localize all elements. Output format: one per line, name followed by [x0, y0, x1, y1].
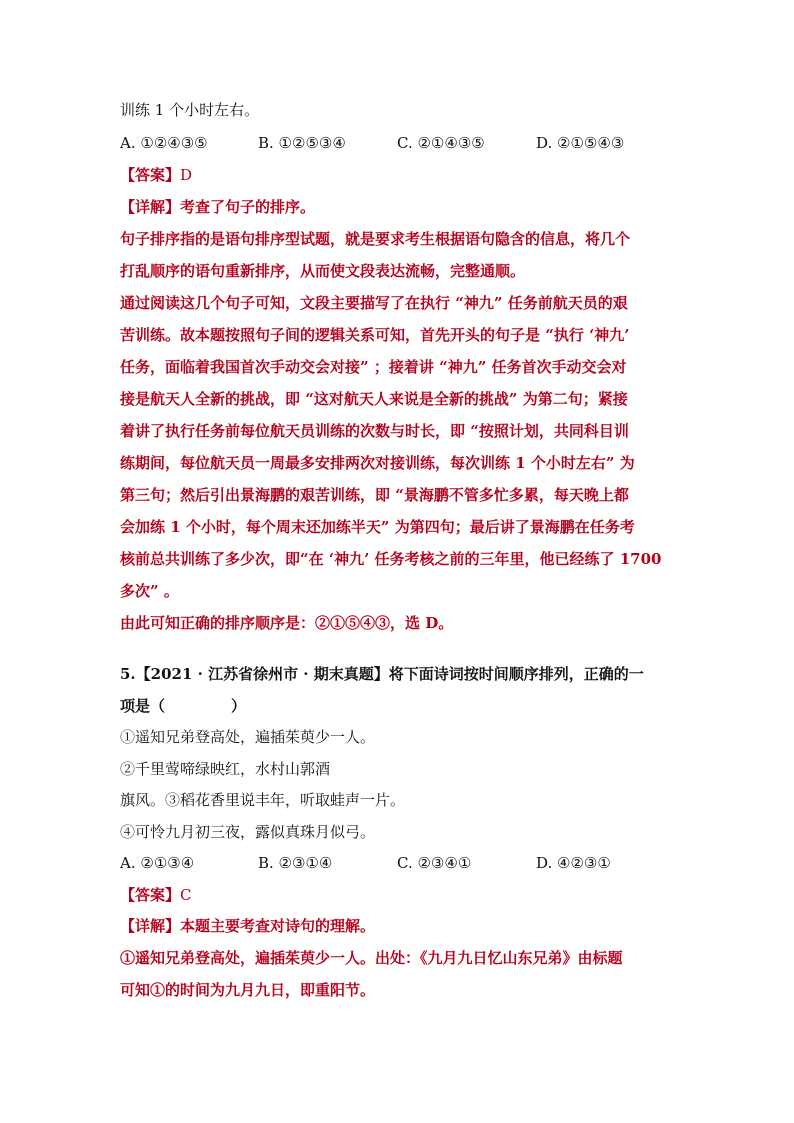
q5-option-c: C. ②③④① — [397, 854, 472, 872]
q4-explanation-line: 第三句；然后引出景海鹏的艰苦训练，即 “景海鹏不管多忙多累，每天晚上都 — [120, 486, 629, 504]
q4-explanation-line: 多次” 。 — [120, 582, 179, 600]
q4-explanation-line: 着讲了执行任务前每位航天员训练的次数与时长，即 “按照计划，共同科目训 — [120, 422, 629, 440]
q4-detail-tag: 【详解】 — [120, 198, 181, 216]
q4-answer-tag: 【答案】 — [120, 166, 181, 184]
q4-answer — [120, 165, 192, 185]
q4-explanation-line: 接是航天人全新的挑战，即 “这对航天人来说是全新的挑战” 为第二句；紧接 — [120, 390, 628, 408]
q4-answer-value: D — [180, 166, 193, 184]
q4-explanation-line: 通过阅读这几个句子可知，文段主要描写了在执行 “神九” 任务前航天员的艰 — [120, 294, 628, 312]
q5-explanation-line: ①遥知兄弟登高处，遍插茱萸少一人。出处：《九月九日忆山东兄弟》由标题 — [120, 949, 623, 967]
q5-explanation-line: 可知①的时间为九月九日，即重阳节。 — [120, 981, 376, 999]
q5-detail-tag: 【详解】 — [120, 917, 181, 935]
q4-option-c: C. ②①④③⑤ — [397, 134, 485, 152]
q5-option-d: D. ④②③① — [536, 854, 611, 872]
q5-stem-line1: 5.【2021 · 江苏省徐州市 · 期末真题】将下面诗词按时间顺序排列，正确的一 — [120, 665, 644, 683]
q4-option-b: B. ①②⑤③④ — [258, 134, 346, 152]
q4-option-d: D. ②①⑤④③ — [536, 134, 625, 152]
q5-detail — [120, 916, 375, 936]
q4-detail-intro: 考查了句子的排序。 — [180, 198, 316, 216]
q4-explanation-line: 核前总共训练了多少次，即“在 ‘神九’ 任务考核之前的三年里，他已经练了 1700 — [120, 550, 662, 568]
q4-continuation: 训练 1 个小时左右。 — [120, 101, 260, 119]
q5-poem-line: ④可怜九月初三夜，露似真珠月似弓。 — [120, 823, 376, 841]
q4-explanation-line: 苦训练。故本题按照句子间的逻辑关系可知，首先开头的句子是 “执行 ‘神九’ — [120, 326, 630, 344]
q5-poem-line: 旗风。③稻花香里说丰年，听取蛙声一片。 — [120, 791, 406, 809]
q5-stem-start: 项是（ — [120, 697, 166, 715]
q5-option-a: A. ②①③④ — [120, 854, 195, 872]
q4-explanation-line: 练期间，每位航天员一周最多安排两次对接训练，每次训练 1 个小时左右” 为 — [120, 454, 635, 472]
q5-answer-value: C — [180, 886, 192, 904]
q5-answer — [120, 885, 192, 905]
q5-poem-line: ②千里莺啼绿映红，水村山郭酒 — [120, 760, 331, 778]
q4-conclusion: 由此可知正确的排序顺序是：②①⑤④③，选 D。 — [120, 614, 454, 632]
q4-detail — [120, 197, 315, 217]
q4-option-a: A. ①②④③⑤ — [120, 134, 208, 152]
q5-option-b: B. ②③①④ — [258, 854, 333, 872]
q4-explanation-line: 打乱顺序的语句重新排序，从而使文段表达流畅，完整通顺。 — [120, 262, 526, 280]
q5-poem-line: ①遥知兄弟登高处，遍插茱萸少一人。 — [120, 728, 376, 746]
q5-detail-intro: 本题主要考查对诗句的理解。 — [180, 917, 376, 935]
q5-stem-line2 — [120, 696, 246, 716]
q4-explanation-line: 任务，面临着我国首次手动交会对接” ；接着讲 “神九” 任务首次手动交会对 — [120, 358, 627, 376]
q4-explanation-line: 句子排序指的是语句排序型试题，就是要求考生根据语句隐含的信息，将几个 — [120, 230, 631, 248]
q5-stem-end: ） — [231, 697, 247, 715]
q4-explanation-line: 会加练 1 个小时，每个周末还加练半天” 为第四句；最后讲了景海鹏在任务考 — [120, 518, 635, 536]
q5-answer-tag: 【答案】 — [120, 886, 181, 904]
